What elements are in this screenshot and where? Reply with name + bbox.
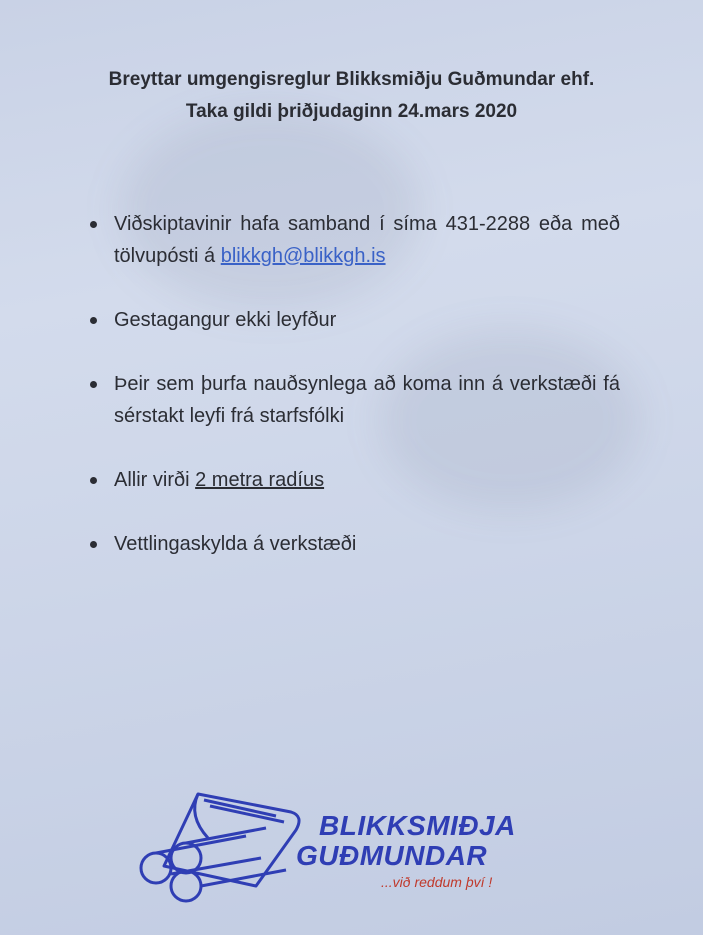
bullet-icon (90, 317, 97, 324)
bullet-icon (90, 221, 97, 228)
notice-heading (0, 64, 703, 128)
rule-item-no-visitors (88, 304, 620, 336)
company-logo (136, 786, 556, 906)
rules-list (88, 208, 620, 560)
notice-title: Breyttar umgengisreglur Blikksmiðju Guðmundar ehf. (108, 69, 595, 90)
logo-tagline: ...við reddum því ! (381, 874, 493, 890)
rule-item-workshop-access (88, 368, 620, 432)
bullet-icon (90, 381, 97, 388)
bullet-icon (90, 477, 97, 484)
rule-item-distance (88, 464, 620, 496)
rule-item-contact (88, 208, 620, 272)
rule-text: Þeir sem þurfa nauðsynlega að koma inn á verkstæði fá sérstakt leyfi frá starfsfólki (114, 373, 620, 427)
pipes-icon (136, 786, 316, 906)
rule-text: Vettlingaskylda á verkstæði (114, 533, 357, 555)
logo-brand-surname: GUÐMUNDAR (296, 840, 488, 871)
rule-item-gloves (88, 528, 620, 560)
rule-text: Viðskiptavinir hafa samband í síma 431-2288 eða með tölvupósti á (114, 213, 620, 267)
logo-brand-name: BLIKKSMIÐJA (319, 810, 516, 841)
bullet-icon (90, 541, 97, 548)
email-link[interactable]: blikkgh@blikkgh.is (220, 245, 386, 267)
rule-text: Allir virði (114, 469, 196, 491)
rule-emphasis: 2 metra radíus (195, 469, 325, 491)
rule-text: Gestagangur ekki leyfður (114, 309, 337, 331)
notice-effective-date: Taka gildi þriðjudaginn 24.mars 2020 (185, 101, 518, 122)
